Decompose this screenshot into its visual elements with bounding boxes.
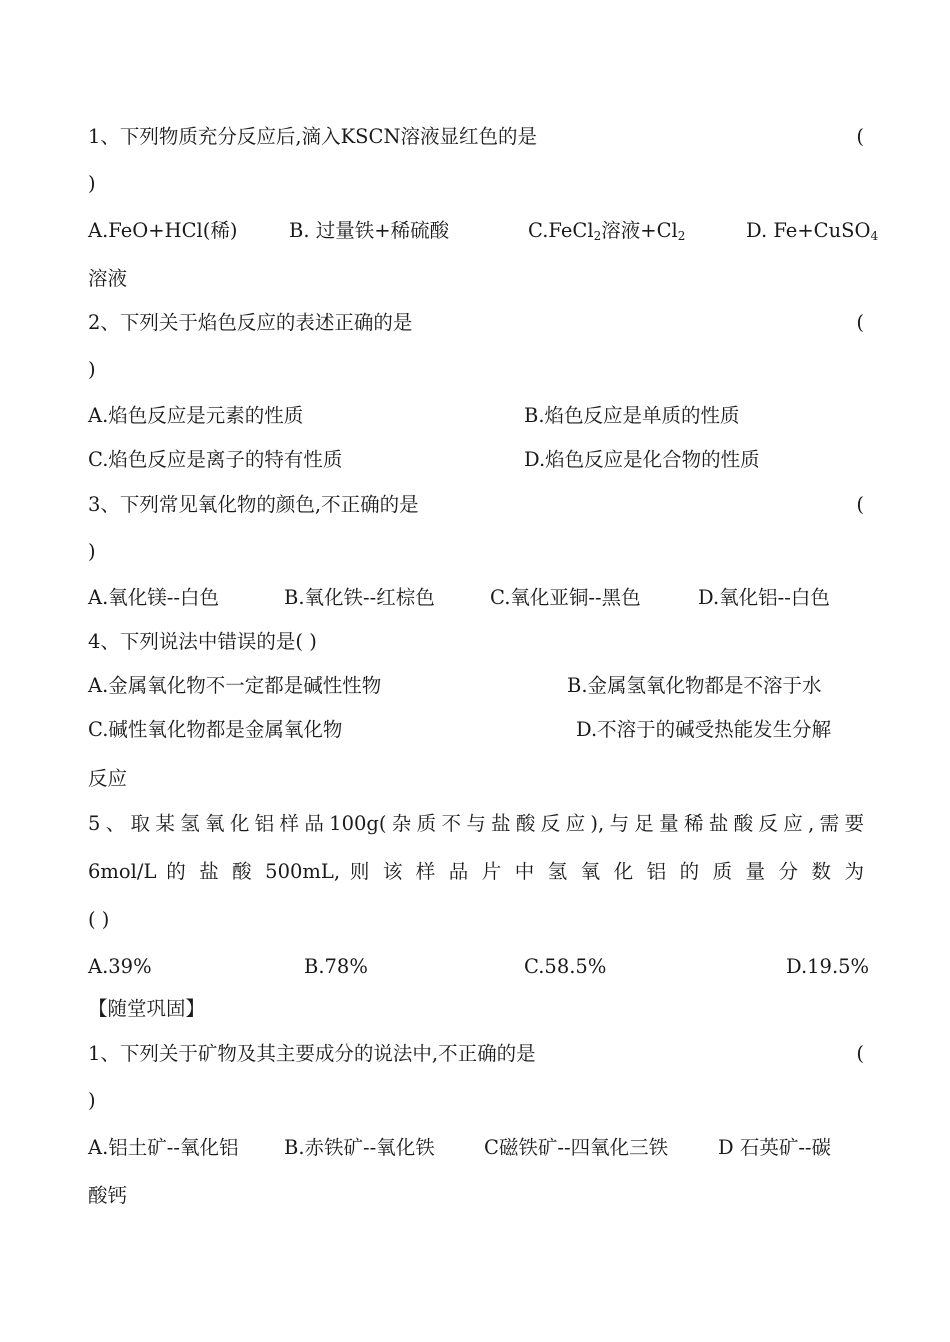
q5-option-d: D.19.5%: [786, 955, 870, 978]
s1-paren-close-line: [88, 1088, 864, 1114]
q2-option-b: B.焰色反应是单质的性质: [524, 404, 740, 427]
q1-stem: 1、下列物质充分反应后,滴入KSCN溶液显红色的是: [88, 125, 538, 148]
section-title: 【随堂巩固】: [88, 997, 206, 1020]
q3-options-line: [88, 585, 864, 611]
q3-option-a: A.氧化镁--白色: [88, 586, 219, 609]
q5-option-c: C.58.5%: [524, 955, 607, 978]
q4-options-cd-line: [88, 717, 864, 743]
q2-option-c: C.焰色反应是离子的特有性质: [88, 448, 343, 471]
s1-option-b: B.赤铁矿--氧化铁: [284, 1136, 435, 1159]
s1-stem: 1、下列关于矿物及其主要成分的说法中,不正确的是: [88, 1042, 536, 1065]
q1-answer-paren-open: (: [856, 125, 864, 148]
section-heading: [88, 996, 864, 1022]
q3-option-b: B.氧化铁--红棕色: [284, 586, 435, 609]
q4-option-d-wrap: 反应: [88, 767, 128, 790]
q1-option-b: B. 过量铁+稀硫酸: [289, 219, 450, 242]
s1-stem-line: [88, 1041, 864, 1067]
q2-options-cd-line: [88, 447, 864, 473]
q1-option-d-wrap: 溶液: [88, 267, 128, 290]
q3-option-c: C.氧化亚铜--黑色: [490, 586, 641, 609]
q1-option-d-wrap-line: [88, 266, 864, 292]
q2-paren-close-line: [88, 357, 864, 383]
q5-answer-paren-line: [88, 907, 864, 933]
q1-paren-close-line: [88, 171, 864, 197]
q4-option-d-wrap-line: [88, 766, 864, 792]
s1-option-a: A.铝土矿--氧化铝: [88, 1136, 239, 1159]
q4-option-c: C.碱性氧化物都是金属氧化物: [88, 718, 343, 741]
q2-option-a: A.焰色反应是元素的性质: [88, 404, 304, 427]
q2-options-ab-line: [88, 403, 864, 429]
s1-option-d-wrap: 酸钙: [88, 1184, 128, 1207]
q3-stem-line: [88, 492, 864, 518]
q5-option-a: A.39%: [88, 955, 152, 978]
s1-option-d-wrap-line: [88, 1183, 864, 1209]
q1-options-line: [88, 218, 879, 244]
q2-option-d: D.焰色反应是化合物的性质: [524, 448, 760, 471]
q4-option-a: A.金属氧化物不一定都是碱性性物: [88, 674, 382, 697]
q2-stem-line: [88, 310, 864, 336]
q4-options-ab-line: [88, 673, 864, 699]
q3-answer-paren-open: (: [856, 493, 864, 516]
q4-option-d: D.不溶于的碱受热能发生分解: [576, 718, 832, 741]
s1-options-line: [88, 1135, 864, 1161]
s1-option-c: C磁铁矿--四氧化三铁: [484, 1136, 669, 1159]
s1-answer-paren-open: (: [856, 1042, 864, 1065]
q2-answer-paren-close: ): [88, 358, 96, 381]
q5-answer-paren: ( ): [88, 908, 110, 931]
q4-option-b: B.金属氢氧化物都是不溶于水: [567, 674, 822, 697]
q4-stem: 4、下列说法中错误的是( ): [88, 630, 317, 653]
q3-option-d: D.氧化铝--白色: [698, 586, 830, 609]
q2-answer-paren-open: (: [856, 311, 864, 334]
q1-option-c: C.FeCl$_2$溶液$+Cl_2$: [528, 219, 686, 243]
q2-stem: 2、下列关于焰色反应的表述正确的是: [88, 311, 413, 334]
q5-options-line: [88, 954, 870, 980]
q3-stem: 3、下列常见氧化物的颜色,不正确的是: [88, 493, 419, 516]
q5-option-b: B.78%: [304, 955, 368, 978]
q1-answer-paren-close: ): [88, 172, 96, 195]
s1-option-d: D 石英矿--碳: [718, 1136, 832, 1159]
q3-paren-close-line: [88, 539, 864, 565]
q3-answer-paren-close: ): [88, 540, 96, 563]
q4-stem-line: [88, 629, 864, 655]
q5-stem-line-1: 5、取某氢氧化铝样品100g(杂质不与盐酸反应),与足量稀盐酸反应,需要: [88, 812, 864, 835]
q1-option-a: A.FeO+HCl(稀): [88, 219, 238, 242]
q1-stem-line: [88, 124, 864, 150]
s1-answer-paren-close: ): [88, 1089, 96, 1112]
q1-option-d: D. Fe+CuSO$_4$: [746, 219, 879, 243]
q5-stem-line-2: 6mol/L 的 盐 酸 500mL, 则 该 样 品 片 中 氢 氧 化 铝 的 质 量 分 数 为: [88, 860, 864, 883]
